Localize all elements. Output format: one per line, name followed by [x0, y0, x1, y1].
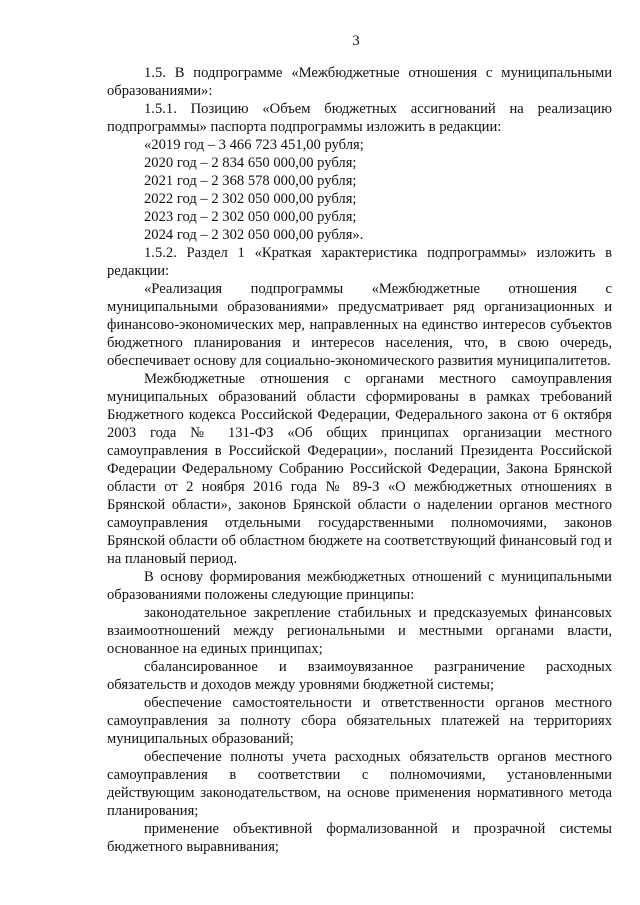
- funding-line-2019: «2019 год – 3 466 723 451,00 рубля;: [144, 137, 364, 153]
- paragraph-principles-intro: В основу формирования межбюджетных отношений с муниципальными образованиями положены следующие принципы:: [107, 569, 612, 603]
- funding-line-2024: 2024 год – 2 302 050 000,00 рубля».: [144, 227, 364, 243]
- funding-line-2023: 2023 год – 2 302 050 000,00 рубля;: [144, 209, 357, 225]
- paragraph-1-5: 1.5. В подпрограмме «Межбюджетные отношения с муниципальными образованиями»:: [107, 65, 612, 99]
- funding-line-2021: 2021 год – 2 368 578 000,00 рубля;: [144, 173, 357, 189]
- principle-equalization: применение объективной формализованной и прозрачной системы бюджетного выравнивания;: [107, 821, 612, 855]
- principle-stable-relations: законодательное закрепление стабильных и предсказуемых финансовых взаимоотношений между региональными и местными органами власти, основанное на единых принципах;: [107, 605, 612, 657]
- funding-line-2022: 2022 год – 2 302 050 000,00 рубля;: [144, 191, 357, 207]
- principle-full-accounting: обеспечение полноты учета расходных обязательств органов местного самоуправления в соответствии с полномочиями, установленными действующим законодательством, на основе применения нормативного метода планирования;: [107, 749, 612, 819]
- funding-list: [107, 136, 612, 244]
- paragraph-implementation: «Реализация подпрограммы «Межбюджетные отношения с муниципальными образованиями» предусматривает ряд организационных и финансово-экономических мер, направленных на единство интересов субъектов бюджетного планирования и интересов населения, что, в свою очередь, обеспечивает основу для социально-экономического развития муниципалитетов.: [107, 281, 612, 369]
- funding-line-2020: 2020 год – 2 834 650 000,00 рубля;: [144, 155, 357, 171]
- paragraph-1-5-2: 1.5.2. Раздел 1 «Краткая характеристика подпрограммы» изложить в редакции:: [107, 245, 612, 279]
- paragraph-1-5-1: 1.5.1. Позицию «Объем бюджетных ассигнований на реализацию подпрограммы» паспорта подпрограммы изложить в редакции:: [107, 101, 612, 135]
- principle-independence: обеспечение самостоятельности и ответственности органов местного самоуправления за полноту сбора обязательных платежей на территориях муниципальных образований;: [107, 695, 612, 747]
- paragraph-legal-basis: Межбюджетные отношения с органами местного самоуправления муниципальных образований области сформированы в рамках требований Бюджетного кодекса Российской Федерации, Федерального закона от 6 октября 2003 года № 131-ФЗ «Об общих принципах организации местного самоуправления в Российской Федерации», посланий Президента Российской Федерации Федеральному Собранию Российской Федерации, Закона Брянской области от 2 ноября 2016 года № 89-З «О межбюджетных отношениях в Брянской области», законов Брянской области о наделении органов местного самоуправления отдельными государственными полномочиями, законов Брянской области об областном бюджете на соответствующий финансовый год и на плановый период.: [107, 371, 612, 567]
- page-number: 3: [352, 33, 360, 49]
- principle-balanced-division: сбалансированное и взаимоувязанное разграничение расходных обязательств и доходов между уровнями бюджетной системы;: [107, 659, 612, 693]
